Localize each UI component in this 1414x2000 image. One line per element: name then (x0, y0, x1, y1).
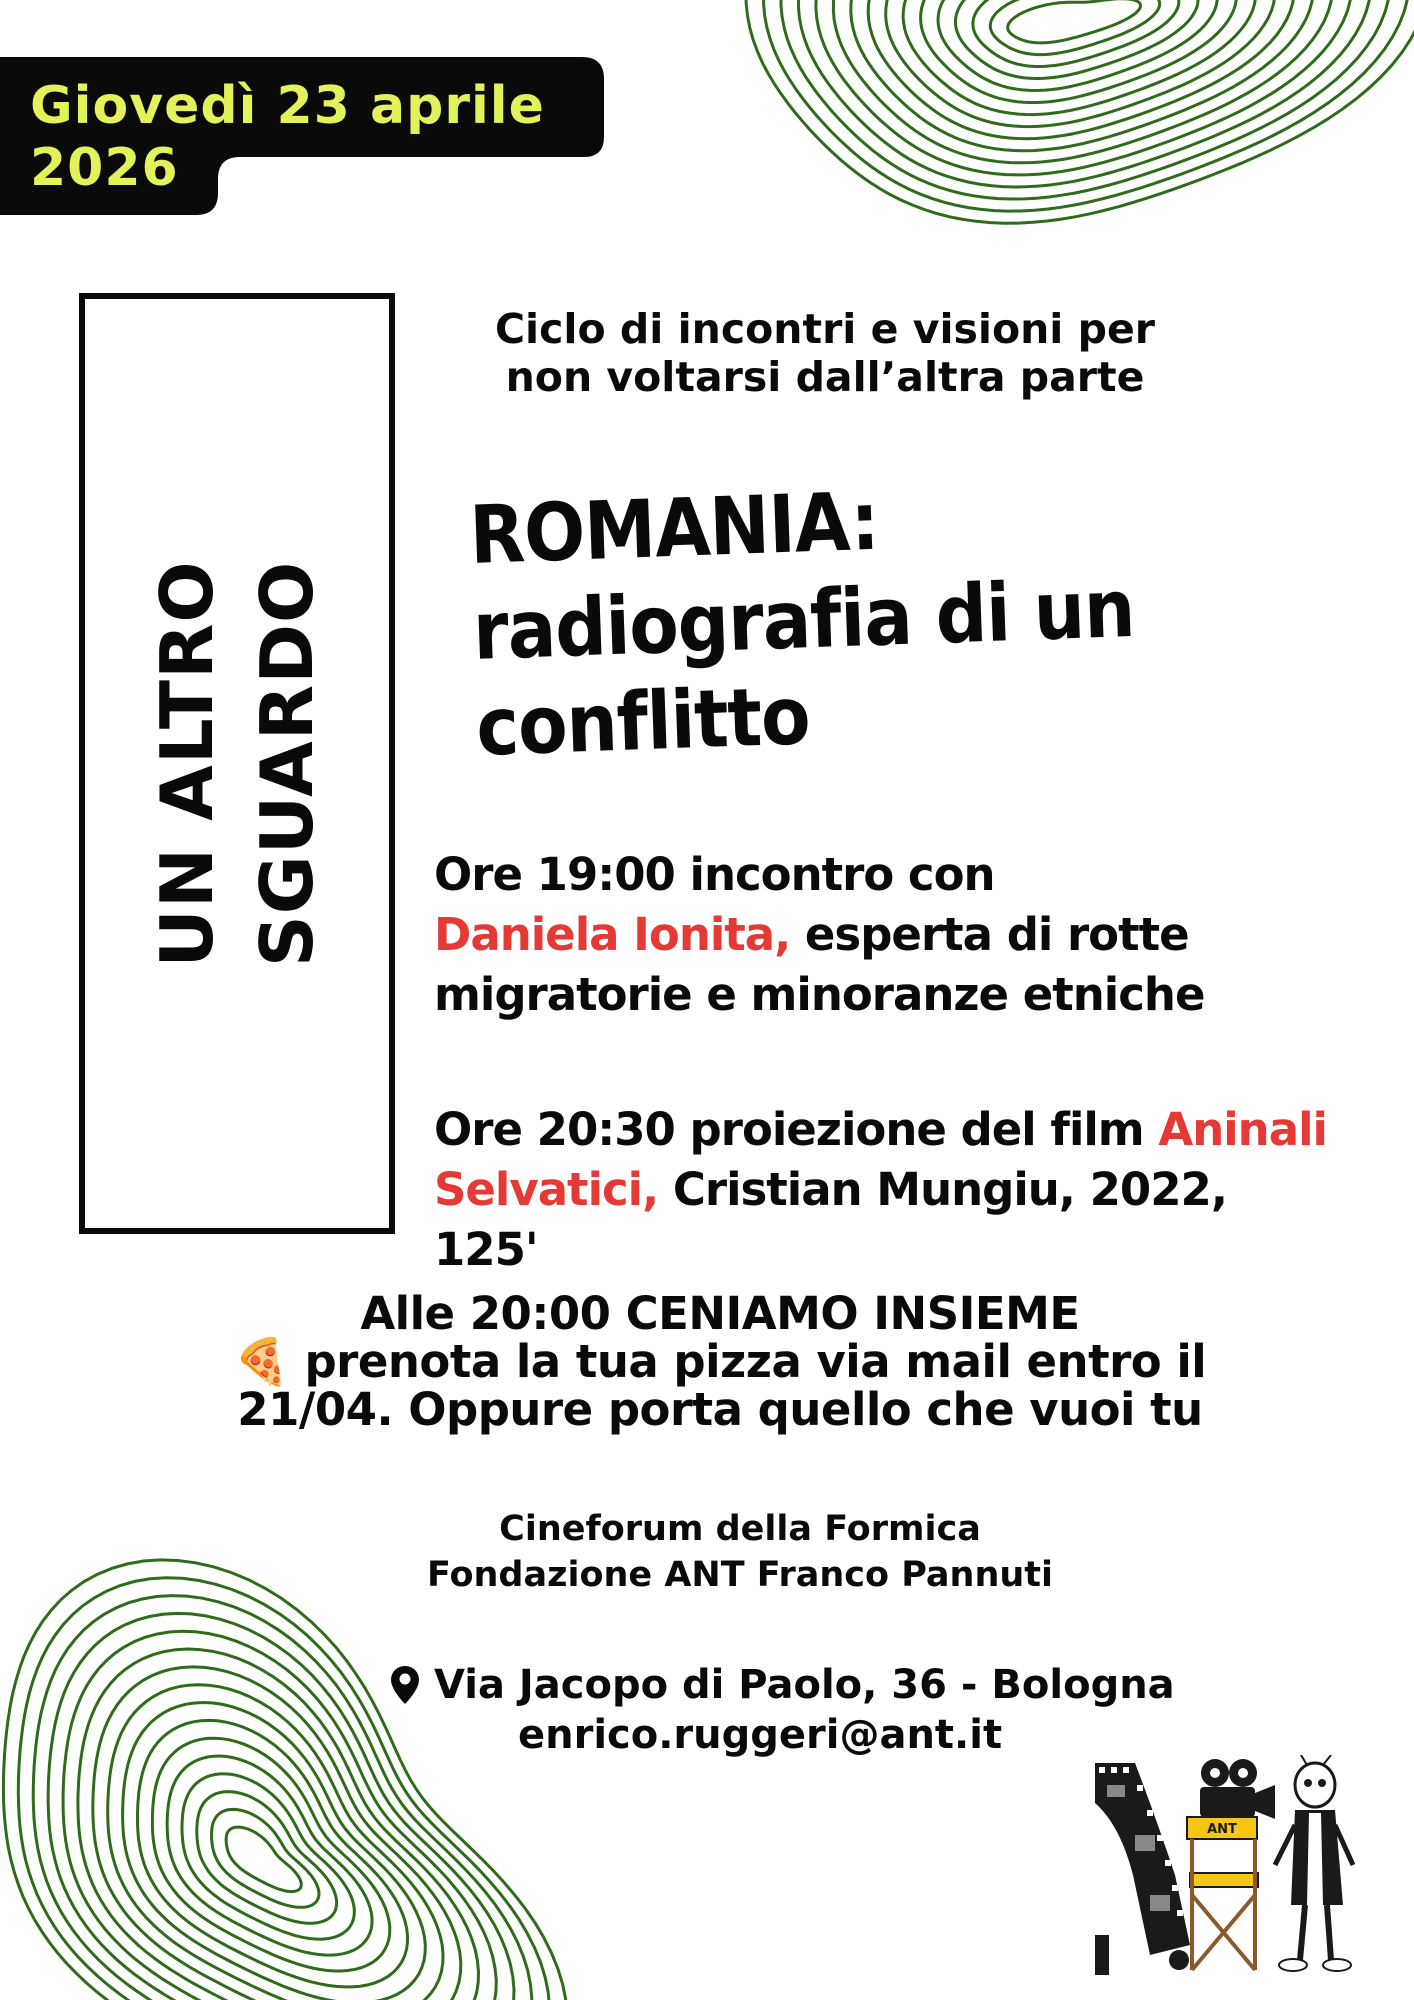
series-title (137, 314, 337, 1214)
event-date-day: Giovedì 23 aprile (30, 76, 545, 136)
speaker-name: Daniela Ionita, (434, 908, 791, 961)
film-strip-icon (1095, 1763, 1190, 1975)
contour-top-line (1008, 0, 1141, 43)
dinner-headline: Alle 20:00 CENIAMO INSIEME (360, 1287, 1080, 1340)
event-title-line2: radiografia di un (471, 561, 1136, 678)
event-title-line3: conflitto (474, 669, 812, 774)
cineforum-ant-logo (1095, 1755, 1375, 1990)
screening-time: Ore 20:30 proiezione del film (434, 1103, 1159, 1156)
speaker-desc-2: migratorie e minoranze etniche (434, 968, 1205, 1021)
meeting-time: Ore 19:00 incontro con (434, 848, 995, 901)
meeting-info (434, 845, 1334, 1025)
contour-top-line (990, 0, 1159, 55)
contour-top-line (973, 0, 1179, 67)
contour-bottom-line (212, 1809, 319, 1907)
logo-sign-text: ANT (1207, 1822, 1237, 1837)
pizza-icon: 🍕 (233, 1335, 290, 1388)
contact-info (390, 1660, 1190, 1760)
series-subtitle (440, 305, 1210, 401)
decorative-contour-lines-bottom (0, 1530, 720, 2000)
film-title-2: Selvatici, (434, 1163, 659, 1216)
speaker-desc-1: esperta di rotte (790, 908, 1189, 961)
ant-mascot-icon (1275, 1755, 1353, 1971)
organizer-2: Fondazione ANT Franco Pannuti (426, 1555, 1054, 1595)
location-pin-icon (390, 1665, 420, 1705)
series-title-box (79, 293, 395, 1234)
series-title-line2: SGUARDO (245, 560, 329, 967)
film-details: Cristian Mungiu, 2022, 125' (434, 1163, 1227, 1276)
venue-address: Via Jacopo di Paolo, 36 - Bologna (434, 1662, 1175, 1708)
dinner-booking: prenota la tua pizza via mail entro il (289, 1335, 1207, 1388)
subtitle-line2: non voltarsi dall’altra parte (505, 353, 1145, 401)
film-title-1: Aninali (1158, 1103, 1327, 1156)
screening-info (434, 1100, 1334, 1280)
event-date (30, 75, 545, 199)
dinner-info (190, 1287, 1250, 1436)
contour-top-line (833, 0, 1332, 163)
event-title (468, 462, 1218, 776)
organizers (300, 1506, 1180, 1598)
director-chair-icon (1169, 1817, 1258, 1970)
organizer-1: Cineforum della Formica (499, 1509, 981, 1549)
event-date-year: 2026 (30, 138, 179, 198)
contour-top-line (921, 0, 1237, 103)
subtitle-line1: Ciclo di incontri e visioni per (494, 305, 1156, 353)
event-title-line1: ROMANIA: (468, 474, 880, 582)
movie-camera-icon (1200, 1759, 1275, 1819)
dinner-alternative: 21/04. Oppure porta quello che vuoi tu (237, 1383, 1203, 1436)
contour-top-line (868, 0, 1294, 139)
series-title-line1: UN ALTRO (145, 559, 229, 968)
contact-email[interactable]: enrico.ruggeri@ant.it (518, 1712, 1003, 1758)
date-badge (0, 57, 604, 215)
